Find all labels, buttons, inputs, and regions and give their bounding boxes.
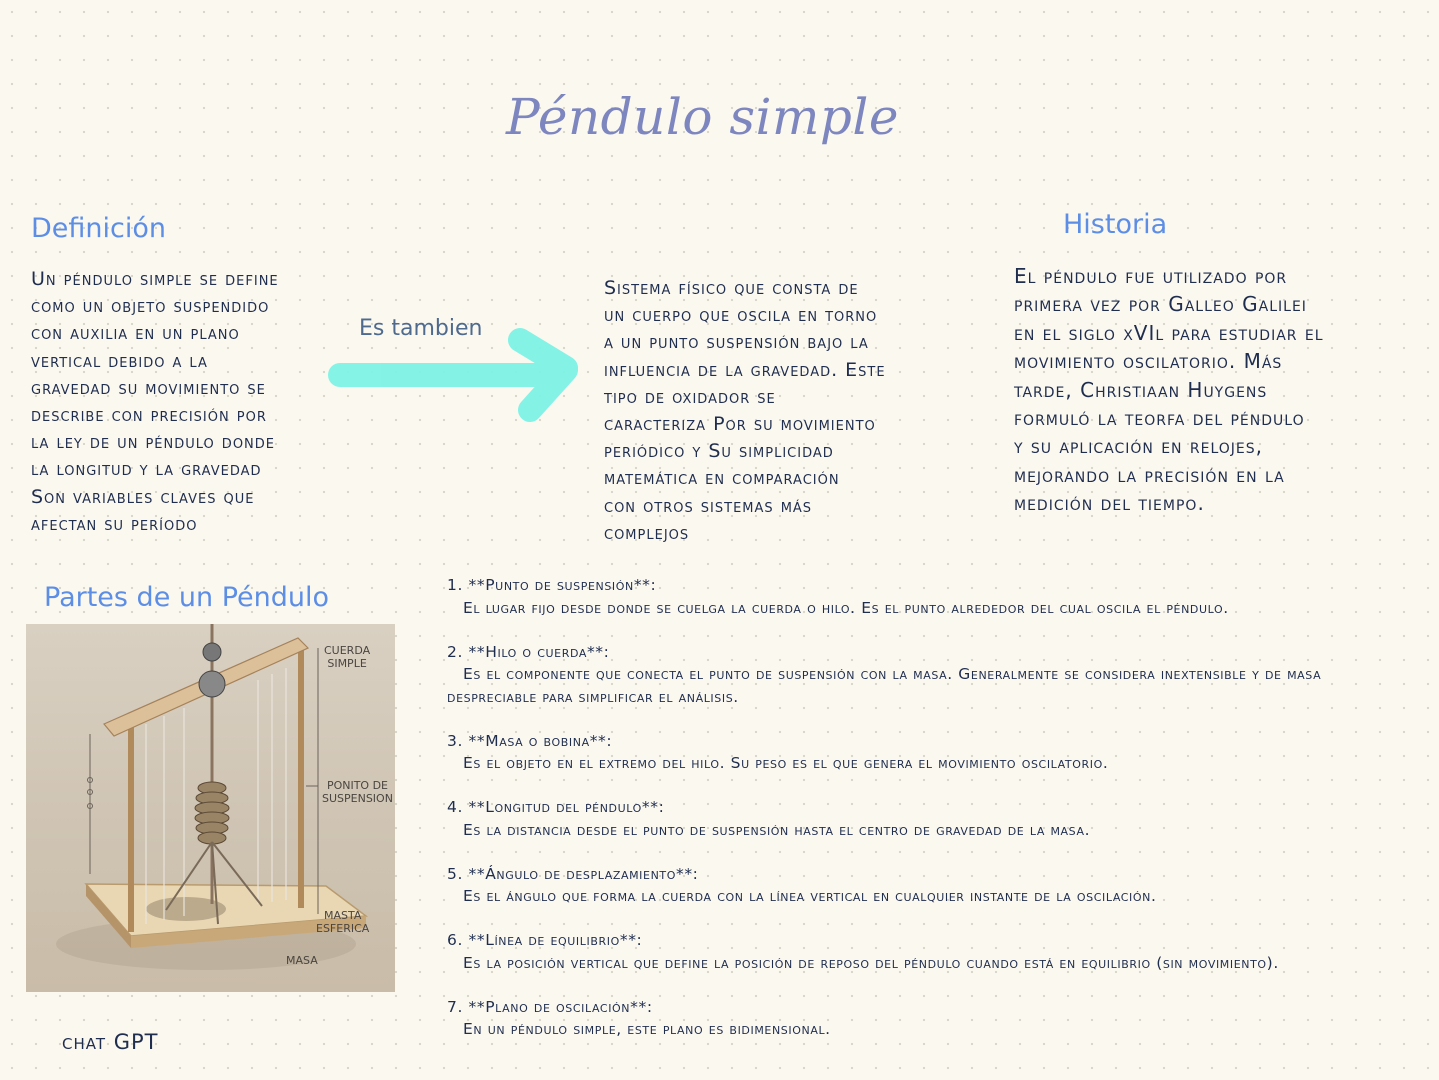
part-name: 1. **Punto de suspensión**: bbox=[447, 576, 657, 594]
parts-heading: Partes de un Péndulo bbox=[44, 582, 330, 613]
history-heading: Historia bbox=[1063, 209, 1168, 240]
pendulum-illustration bbox=[26, 624, 395, 992]
part-name: 3. **Masa o bobina**: bbox=[447, 731, 613, 750]
page-title: Péndulo simple bbox=[505, 88, 900, 146]
list-item bbox=[447, 863, 1387, 908]
list-item bbox=[447, 796, 1387, 841]
part-name: 5. **Ángulo de desplazamiento**: bbox=[447, 864, 699, 883]
list-item bbox=[447, 730, 1387, 775]
part-description: Es la posición vertical que define la posición de reposo del péndulo cuando está en equilibrio (sin movimiento). bbox=[463, 953, 1279, 972]
pendulum-drawing bbox=[26, 624, 395, 992]
part-name: 7. **Plano de oscilación**: bbox=[447, 997, 653, 1016]
image-credit: chat GPT bbox=[62, 1030, 159, 1054]
parts-list bbox=[447, 574, 1387, 1041]
label-masa-esferica: MASTA ESFERICA bbox=[316, 909, 370, 935]
list-item bbox=[447, 929, 1387, 974]
system-description: Sistema físico que consta de un cuerpo que oscila en torno a un punto suspensión bajo la influencia de la gravedad. Este tipo de oxidador se caracteriza Por su movimiento periódico y Su simplicidad matemática en comparación con otros sistemas más complejos bbox=[604, 277, 886, 544]
label-cuerda-simple: CUERDA SIMPLE bbox=[324, 644, 371, 670]
part-name: 4. **Longitud del péndulo**: bbox=[447, 798, 665, 816]
label-masa: MASA bbox=[286, 954, 318, 967]
part-description: Es el objeto en el extremo del hilo. Su peso es el que genera el movimiento oscilatorio. bbox=[463, 754, 1109, 772]
part-name: 6. **Línea de equilibrio**: bbox=[447, 931, 643, 949]
definition-body: Un péndulo simple se define como un objeto suspendido con auxilia en un plano vertical debido a la gravedad su movimiento se describe con precisión por la ley de un péndulo donde la longitud y la gravedad Son variables claves que afectan su período bbox=[31, 268, 279, 535]
list-item bbox=[447, 996, 1387, 1041]
arrow-right-icon bbox=[322, 318, 592, 428]
part-description: En un péndulo simple, este plano es bidimensional. bbox=[463, 1020, 831, 1038]
part-description: Es el componente que conecta el punto de suspensión con la masa. Generalmente se considera inextensible y de masa despreciable para simplificar el análisis. bbox=[447, 665, 1322, 706]
part-name: 2. **Hilo o cuerda**: bbox=[447, 642, 610, 661]
part-description: El lugar fijo desde donde se cuelga la cuerda o hilo. Es el punto alrededor del cual oscila el péndulo. bbox=[463, 598, 1229, 617]
history-body: El péndulo fue utilizado por primera vez por Galleo Galilei en el siglo xVIl para estudiar el movimiento oscilatorio. Más tarde, Christiaan Huygens formuló la teorfa del péndulo y su aplicación en relojes, mejorando la precisión en la medición del tiempo. bbox=[1014, 264, 1324, 516]
list-item bbox=[447, 641, 1387, 709]
connector-label: Es tambien bbox=[359, 316, 483, 341]
list-item bbox=[447, 574, 1387, 619]
part-description: Es la distancia desde el punto de suspensión hasta el centro de gravedad de la masa. bbox=[463, 820, 1091, 839]
definition-heading: Definición bbox=[31, 213, 166, 244]
label-punto-suspension: PONITO DE SUSPENSION bbox=[322, 779, 393, 805]
part-description: Es el ángulo que forma la cuerda con la línea vertical en cualquier instante de la oscilación. bbox=[463, 887, 1157, 905]
